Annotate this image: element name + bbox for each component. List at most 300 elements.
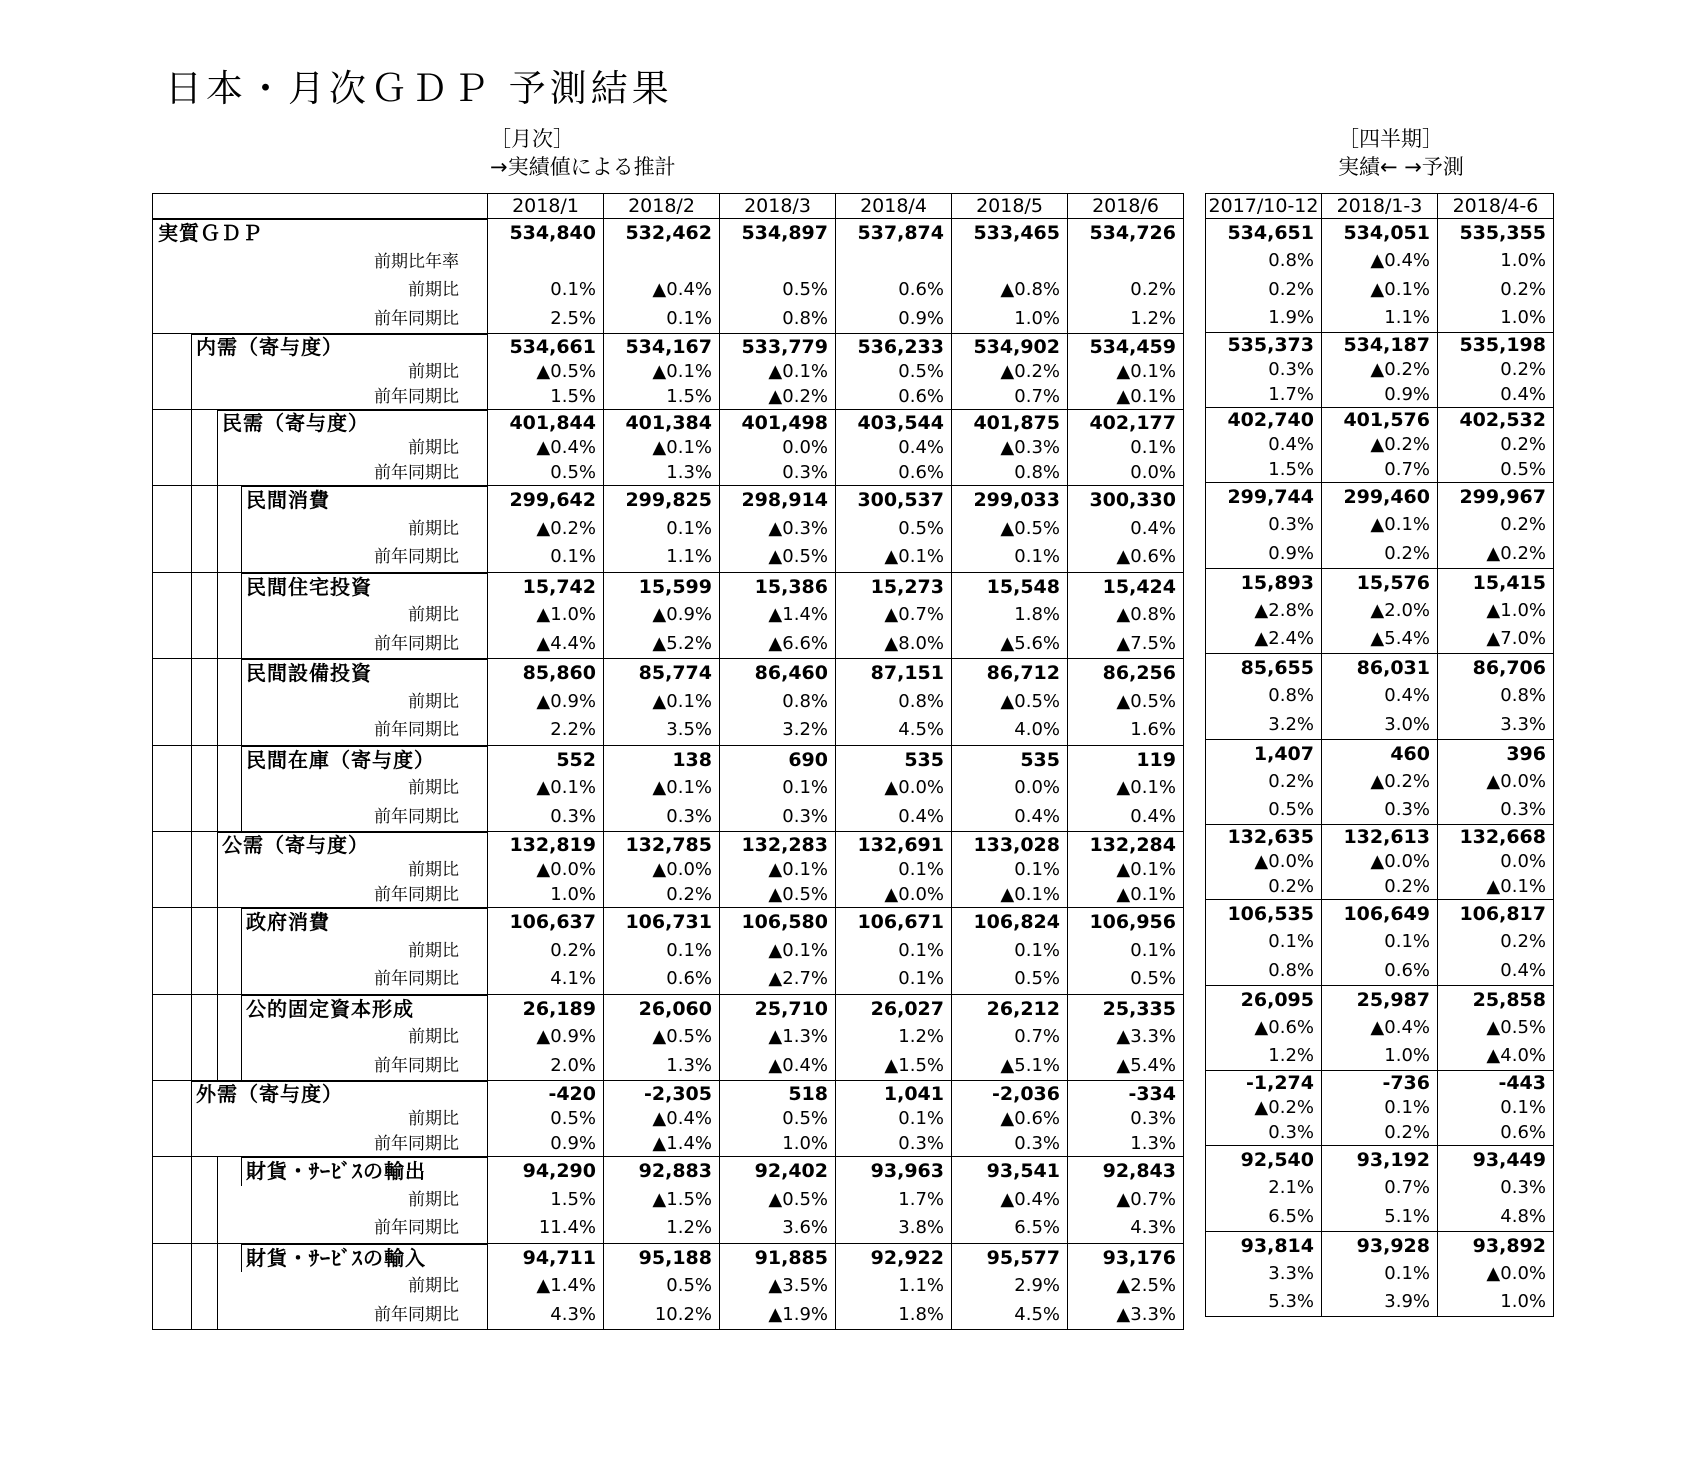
monthly-value-cell: 3.6% — [720, 1214, 836, 1243]
group-header-row — [1206, 654, 1554, 683]
quarterly-value-cell: ▲7.0% — [1438, 625, 1554, 654]
hierarchy-line — [191, 1214, 192, 1243]
quarterly-value-cell: 0.2% — [1438, 358, 1554, 383]
row-sublabel: 前期比年率 — [374, 251, 459, 272]
hierarchy-line — [217, 908, 218, 937]
monthly-value-cell: 690 — [720, 745, 836, 774]
monthly-value-cell: 132,819 — [488, 832, 604, 858]
monthly-value-cell — [836, 248, 952, 277]
row-sublabel: 前年同期比 — [374, 633, 459, 654]
hierarchy-line — [241, 486, 242, 515]
group-name: 公的固定資本形成 — [246, 996, 414, 1021]
table-row — [1206, 711, 1554, 740]
monthly-value-cell: 0.2% — [1068, 276, 1184, 305]
hierarchy-line — [217, 543, 218, 572]
row-label-cell — [153, 1272, 488, 1301]
hierarchy-line — [241, 515, 242, 544]
quarterly-value-cell: 132,668 — [1438, 825, 1554, 850]
hierarchy-line — [217, 832, 218, 857]
monthly-value-cell: ▲2.5% — [1068, 1272, 1184, 1301]
monthly-value-cell: 0.9% — [488, 1131, 604, 1157]
monthly-value-cell: ▲0.1% — [488, 774, 604, 803]
quarterly-value-cell: ▲0.1% — [1322, 276, 1438, 305]
monthly-value-cell: 534,726 — [1068, 219, 1184, 248]
row-sublabel: 前期比 — [408, 1027, 459, 1048]
quarterly-value-cell: 402,532 — [1438, 408, 1554, 433]
monthly-value-cell: 0.7% — [952, 384, 1068, 410]
hierarchy-line — [191, 486, 192, 515]
monthly-value-cell: 1.6% — [1068, 716, 1184, 745]
monthly-value-cell: ▲3.5% — [720, 1272, 836, 1301]
hierarchy-line — [217, 937, 218, 966]
monthly-value-cell: 0.1% — [720, 774, 836, 803]
quarterly-value-cell: 0.4% — [1206, 433, 1322, 458]
quarterly-value-cell: 460 — [1322, 739, 1438, 768]
table-row — [153, 630, 1184, 659]
monthly-value-cell: 0.6% — [836, 276, 952, 305]
monthly-value-cell: 1.5% — [488, 384, 604, 410]
monthly-value-cell: ▲0.1% — [604, 688, 720, 717]
monthly-value-cell: 0.9% — [836, 305, 952, 334]
row-label-cell — [153, 248, 488, 277]
monthly-value-cell: 94,290 — [488, 1157, 604, 1186]
group-header-row — [1206, 219, 1554, 248]
quarterly-value-cell: 93,192 — [1322, 1146, 1438, 1175]
hierarchy-line — [191, 384, 192, 409]
quarterly-value-cell: ▲0.1% — [1322, 511, 1438, 540]
row-label-cell — [153, 965, 488, 994]
monthly-value-cell: 299,825 — [604, 486, 720, 515]
monthly-value-cell: 0.3% — [1068, 1106, 1184, 1131]
row-sublabel: 前年同期比 — [374, 1218, 459, 1239]
hierarchy-line — [191, 543, 192, 572]
monthly-value-cell: ▲0.1% — [720, 857, 836, 882]
row-sublabel: 前年同期比 — [374, 806, 459, 827]
monthly-value-cell: ▲0.8% — [1068, 601, 1184, 630]
quarterly-value-cell: ▲4.0% — [1438, 1042, 1554, 1071]
monthly-header-note — [490, 125, 676, 181]
monthly-value-cell: 15,599 — [604, 572, 720, 601]
monthly-value-cell: ▲0.4% — [604, 1106, 720, 1131]
table-row — [153, 1131, 1184, 1157]
group-header-row — [1206, 900, 1554, 929]
monthly-value-cell: ▲4.4% — [488, 630, 604, 659]
hierarchy-line — [241, 659, 242, 688]
table-row — [153, 688, 1184, 717]
monthly-value-cell: ▲0.6% — [1068, 543, 1184, 572]
table-row — [153, 435, 1184, 460]
table-row — [1206, 1260, 1554, 1289]
monthly-value-cell: ▲1.0% — [488, 601, 604, 630]
quarterly-value-cell: 86,706 — [1438, 654, 1554, 683]
group-top-line — [241, 486, 487, 487]
row-label-cell — [153, 384, 488, 410]
table-row — [153, 601, 1184, 630]
group-name: 公需（寄与度） — [222, 832, 369, 857]
table-row — [1206, 458, 1554, 483]
hierarchy-line — [191, 435, 192, 460]
monthly-value-cell: ▲3.3% — [1068, 1023, 1184, 1052]
row-label-cell — [153, 572, 488, 601]
monthly-value-cell: ▲0.8% — [952, 276, 1068, 305]
monthly-value-cell: 0.1% — [1068, 937, 1184, 966]
monthly-value-cell: ▲0.4% — [488, 435, 604, 460]
monthly-value-cell: 0.0% — [720, 435, 836, 460]
group-name: 実質ＧＤＰ — [158, 221, 263, 246]
hierarchy-line — [191, 937, 192, 966]
monthly-value-cell: ▲1.5% — [836, 1052, 952, 1081]
monthly-value-cell: 0.3% — [720, 803, 836, 832]
hierarchy-line — [217, 1214, 218, 1243]
table-row — [1206, 1203, 1554, 1232]
row-sublabel: 前年同期比 — [374, 386, 459, 407]
monthly-value-cell: 1.5% — [604, 384, 720, 410]
monthly-value-cell: 132,785 — [604, 832, 720, 858]
quarterly-value-cell: 3.0% — [1322, 711, 1438, 740]
monthly-value-cell: 1.0% — [488, 882, 604, 908]
quarterly-note-line2: 実績← →予測 — [1338, 155, 1464, 179]
monthly-value-cell: 535 — [952, 745, 1068, 774]
monthly-value-cell: ▲0.4% — [604, 276, 720, 305]
hierarchy-line — [191, 774, 192, 803]
monthly-value-cell: 0.8% — [952, 460, 1068, 486]
table-row — [153, 803, 1184, 832]
monthly-value-cell: 26,027 — [836, 994, 952, 1023]
hierarchy-line — [191, 1052, 192, 1081]
group-name: 民需（寄与度） — [222, 410, 369, 435]
hierarchy-line — [217, 1301, 218, 1330]
monthly-value-cell: ▲0.7% — [836, 601, 952, 630]
table-row — [153, 937, 1184, 966]
monthly-value-cell: 552 — [488, 745, 604, 774]
monthly-value-cell: ▲0.1% — [1068, 774, 1184, 803]
table-row — [1206, 1014, 1554, 1043]
quarterly-value-cell: 0.5% — [1438, 458, 1554, 483]
quarterly-value-cell: ▲0.0% — [1438, 1260, 1554, 1289]
column-header: 2018/3 — [720, 194, 836, 219]
monthly-value-cell: 518 — [720, 1081, 836, 1107]
monthly-value-cell: 1.3% — [1068, 1131, 1184, 1157]
row-label-cell — [153, 1081, 488, 1107]
row-label-cell — [153, 601, 488, 630]
table-row — [153, 1106, 1184, 1131]
row-label-cell — [153, 359, 488, 384]
monthly-value-cell: 0.1% — [836, 965, 952, 994]
monthly-value-cell: 85,774 — [604, 659, 720, 688]
hierarchy-line — [241, 1157, 242, 1186]
hierarchy-line — [241, 688, 242, 717]
table-row — [1206, 597, 1554, 626]
quarterly-value-cell: 534,051 — [1322, 219, 1438, 248]
quarterly-value-cell: 0.2% — [1438, 433, 1554, 458]
hierarchy-line — [217, 1186, 218, 1215]
monthly-gdp-table — [152, 193, 1184, 1330]
row-label-cell — [153, 688, 488, 717]
monthly-value-cell: 0.1% — [836, 1106, 952, 1131]
table-row — [153, 857, 1184, 882]
monthly-value-cell: 1.7% — [836, 1186, 952, 1215]
monthly-value-cell: 0.2% — [604, 882, 720, 908]
monthly-value-cell: 0.5% — [836, 359, 952, 384]
hierarchy-line — [217, 1244, 218, 1273]
group-header-row — [153, 572, 1184, 601]
monthly-value-cell: -2,305 — [604, 1081, 720, 1107]
table-row — [1206, 540, 1554, 569]
quarterly-value-cell: 93,928 — [1322, 1231, 1438, 1260]
table-row — [1206, 511, 1554, 540]
quarterly-value-cell: 25,858 — [1438, 985, 1554, 1014]
table-row — [1206, 682, 1554, 711]
group-name: 外需（寄与度） — [196, 1081, 343, 1106]
monthly-value-cell: 15,273 — [836, 572, 952, 601]
monthly-value-cell: 1.3% — [604, 1052, 720, 1081]
hierarchy-line — [191, 1272, 192, 1301]
monthly-value-cell: ▲0.1% — [720, 359, 836, 384]
row-label-cell — [153, 219, 488, 248]
row-label-cell — [153, 745, 488, 774]
row-label-cell — [153, 410, 488, 436]
monthly-value-cell: 0.0% — [952, 774, 1068, 803]
row-sublabel: 前期比 — [408, 518, 459, 539]
monthly-value-cell: 95,188 — [604, 1243, 720, 1272]
quarterly-value-cell: 0.6% — [1438, 1121, 1554, 1146]
monthly-value-cell: 93,963 — [836, 1157, 952, 1186]
row-sublabel: 前年同期比 — [374, 462, 459, 483]
quarterly-value-cell: 0.7% — [1322, 458, 1438, 483]
quarterly-value-cell: 535,355 — [1438, 219, 1554, 248]
monthly-value-cell: ▲1.4% — [604, 1131, 720, 1157]
monthly-value-cell: ▲0.5% — [720, 1186, 836, 1215]
monthly-value-cell: 92,922 — [836, 1243, 952, 1272]
monthly-value-cell: 94,711 — [488, 1243, 604, 1272]
row-sublabel: 前期比 — [408, 437, 459, 458]
quarterly-value-cell: 0.1% — [1322, 1260, 1438, 1289]
row-label-cell — [153, 276, 488, 305]
hierarchy-line — [241, 1244, 242, 1273]
group-top-line — [241, 908, 487, 909]
quarterly-value-cell: 0.2% — [1438, 276, 1554, 305]
monthly-value-cell: 0.1% — [836, 937, 952, 966]
hierarchy-line — [191, 1186, 192, 1215]
row-label-cell — [153, 908, 488, 937]
quarterly-value-cell: ▲0.1% — [1438, 875, 1554, 900]
row-label-cell — [153, 486, 488, 515]
row-label-cell — [153, 334, 488, 360]
quarterly-value-cell: 0.4% — [1438, 383, 1554, 408]
quarterly-value-cell: 3.3% — [1438, 711, 1554, 740]
hierarchy-line — [191, 334, 192, 359]
quarterly-value-cell: 0.9% — [1206, 540, 1322, 569]
monthly-value-cell: 0.3% — [836, 1131, 952, 1157]
hierarchy-line — [191, 1106, 192, 1131]
quarterly-value-cell: 0.7% — [1322, 1174, 1438, 1203]
monthly-value-cell: 1.2% — [1068, 305, 1184, 334]
table-row — [1206, 1174, 1554, 1203]
monthly-value-cell: 0.5% — [488, 460, 604, 486]
monthly-value-cell: 25,335 — [1068, 994, 1184, 1023]
monthly-value-cell: ▲0.1% — [1068, 359, 1184, 384]
quarterly-value-cell: 85,655 — [1206, 654, 1322, 683]
quarterly-value-cell: 1.7% — [1206, 383, 1322, 408]
monthly-value-cell: ▲0.9% — [604, 601, 720, 630]
row-label-cell — [153, 460, 488, 486]
row-sublabel: 前期比 — [408, 361, 459, 382]
monthly-value-cell: ▲0.1% — [604, 359, 720, 384]
row-label-cell — [153, 1131, 488, 1157]
row-label-cell — [153, 1106, 488, 1131]
group-header-row — [153, 219, 1184, 248]
row-sublabel: 前期比 — [408, 1276, 459, 1297]
monthly-value-cell: 0.5% — [836, 515, 952, 544]
row-label-cell — [153, 882, 488, 908]
monthly-value-cell: ▲0.5% — [488, 359, 604, 384]
quarterly-value-cell: ▲0.5% — [1438, 1014, 1554, 1043]
table-row — [153, 716, 1184, 745]
quarterly-value-cell: ▲0.0% — [1206, 850, 1322, 875]
column-header: 2018/1-3 — [1322, 194, 1438, 219]
row-sublabel: 前期比 — [408, 859, 459, 880]
quarterly-value-cell: 106,535 — [1206, 900, 1322, 929]
monthly-value-cell: 300,330 — [1068, 486, 1184, 515]
hierarchy-line — [191, 515, 192, 544]
quarterly-value-cell: 401,576 — [1322, 408, 1438, 433]
hierarchy-line — [191, 601, 192, 630]
quarterly-value-cell: 535,373 — [1206, 333, 1322, 358]
monthly-value-cell: 133,028 — [952, 832, 1068, 858]
quarterly-value-cell: 0.1% — [1438, 1096, 1554, 1121]
quarterly-value-cell: ▲0.6% — [1206, 1014, 1322, 1043]
monthly-value-cell: ▲2.7% — [720, 965, 836, 994]
column-header-row — [1206, 194, 1554, 219]
monthly-value-cell: 0.1% — [604, 305, 720, 334]
row-label-cell — [153, 1243, 488, 1272]
row-sublabel: 前年同期比 — [374, 1304, 459, 1325]
row-sublabel: 前年同期比 — [374, 1055, 459, 1076]
monthly-value-cell: 0.4% — [836, 803, 952, 832]
hierarchy-line — [217, 486, 218, 515]
monthly-value-cell: 0.2% — [488, 937, 604, 966]
monthly-value-cell: ▲0.5% — [952, 515, 1068, 544]
monthly-value-cell: ▲0.5% — [720, 882, 836, 908]
monthly-value-cell: 106,731 — [604, 908, 720, 937]
quarterly-value-cell: 534,187 — [1322, 333, 1438, 358]
table-row — [153, 248, 1184, 277]
row-sublabel: 前年同期比 — [374, 969, 459, 990]
hierarchy-line — [241, 1052, 242, 1081]
monthly-value-cell: ▲0.4% — [720, 1052, 836, 1081]
hierarchy-line — [217, 803, 218, 832]
monthly-value-cell: 106,580 — [720, 908, 836, 937]
row-sublabel: 前期比 — [408, 940, 459, 961]
monthly-value-cell: 1.0% — [952, 305, 1068, 334]
quarterly-value-cell: 0.3% — [1206, 358, 1322, 383]
group-header-row — [153, 659, 1184, 688]
monthly-value-cell: 4.5% — [952, 1301, 1068, 1330]
quarterly-value-cell: 4.8% — [1438, 1203, 1554, 1232]
group-header-row — [1206, 408, 1554, 433]
table-row — [1206, 768, 1554, 797]
hierarchy-line — [191, 1157, 192, 1186]
quarterly-value-cell: 93,814 — [1206, 1231, 1322, 1260]
monthly-value-cell: 0.8% — [720, 688, 836, 717]
quarterly-value-cell: ▲0.4% — [1322, 1014, 1438, 1043]
monthly-value-cell: 1.8% — [836, 1301, 952, 1330]
group-top-line — [241, 1244, 487, 1245]
quarterly-value-cell: 0.1% — [1322, 928, 1438, 957]
quarterly-value-cell: 106,817 — [1438, 900, 1554, 929]
monthly-value-cell: 15,742 — [488, 572, 604, 601]
group-header-row — [1206, 1146, 1554, 1175]
row-sublabel: 前期比 — [408, 605, 459, 626]
monthly-value-cell — [952, 248, 1068, 277]
hierarchy-line — [217, 774, 218, 803]
group-header-row — [153, 486, 1184, 515]
monthly-value-cell: 0.4% — [952, 803, 1068, 832]
column-header: 2018/2 — [604, 194, 720, 219]
monthly-value-cell: 0.1% — [604, 937, 720, 966]
row-label-cell — [153, 630, 488, 659]
page-title: 日本・月次ＧＤＰ 予測結果 — [165, 67, 673, 110]
hierarchy-line — [217, 460, 218, 485]
hierarchy-line — [191, 630, 192, 659]
table-row — [1206, 383, 1554, 408]
quarterly-value-cell: -443 — [1438, 1071, 1554, 1096]
hierarchy-line — [241, 995, 242, 1024]
quarterly-value-cell: 3.9% — [1322, 1288, 1438, 1317]
group-name: 内需（寄与度） — [196, 334, 343, 359]
group-header-row — [1206, 825, 1554, 850]
monthly-value-cell: ▲0.9% — [488, 1023, 604, 1052]
monthly-value-cell: 0.1% — [836, 857, 952, 882]
quarterly-value-cell: 299,967 — [1438, 483, 1554, 512]
monthly-value-cell: 401,875 — [952, 410, 1068, 436]
quarterly-value-cell: 1.1% — [1322, 304, 1438, 333]
group-header-row — [153, 1081, 1184, 1107]
monthly-value-cell: 533,465 — [952, 219, 1068, 248]
column-header: 2017/10-12 — [1206, 194, 1322, 219]
monthly-value-cell: 106,956 — [1068, 908, 1184, 937]
quarterly-value-cell: 5.3% — [1206, 1288, 1322, 1317]
monthly-value-cell: ▲0.1% — [604, 774, 720, 803]
monthly-value-cell: 0.3% — [720, 460, 836, 486]
monthly-value-cell: ▲0.0% — [604, 857, 720, 882]
monthly-value-cell: 92,843 — [1068, 1157, 1184, 1186]
monthly-value-cell: 0.1% — [604, 515, 720, 544]
hierarchy-line — [241, 1023, 242, 1052]
monthly-value-cell: 1.5% — [488, 1186, 604, 1215]
hierarchy-line — [217, 1023, 218, 1052]
table-row — [1206, 1288, 1554, 1317]
monthly-value-cell: 402,177 — [1068, 410, 1184, 436]
row-sublabel: 前期比 — [408, 1108, 459, 1129]
row-label-cell — [153, 1023, 488, 1052]
quarterly-value-cell: 0.8% — [1206, 682, 1322, 711]
monthly-value-cell: 26,212 — [952, 994, 1068, 1023]
hierarchy-line — [217, 995, 218, 1024]
group-name: 財貨・ｻｰﾋﾞｽの輸入 — [246, 1245, 426, 1270]
monthly-value-cell: 4.3% — [1068, 1214, 1184, 1243]
hierarchy-line — [191, 832, 192, 857]
hierarchy-line — [191, 857, 192, 882]
quarterly-value-cell: 1.2% — [1206, 1042, 1322, 1071]
table-row — [1206, 875, 1554, 900]
group-header-row — [153, 410, 1184, 436]
hierarchy-line — [191, 359, 192, 384]
quarterly-value-cell: 0.0% — [1438, 850, 1554, 875]
monthly-value-cell: 1.3% — [604, 460, 720, 486]
quarterly-value-cell: 6.5% — [1206, 1203, 1322, 1232]
monthly-value-cell: ▲3.3% — [1068, 1301, 1184, 1330]
